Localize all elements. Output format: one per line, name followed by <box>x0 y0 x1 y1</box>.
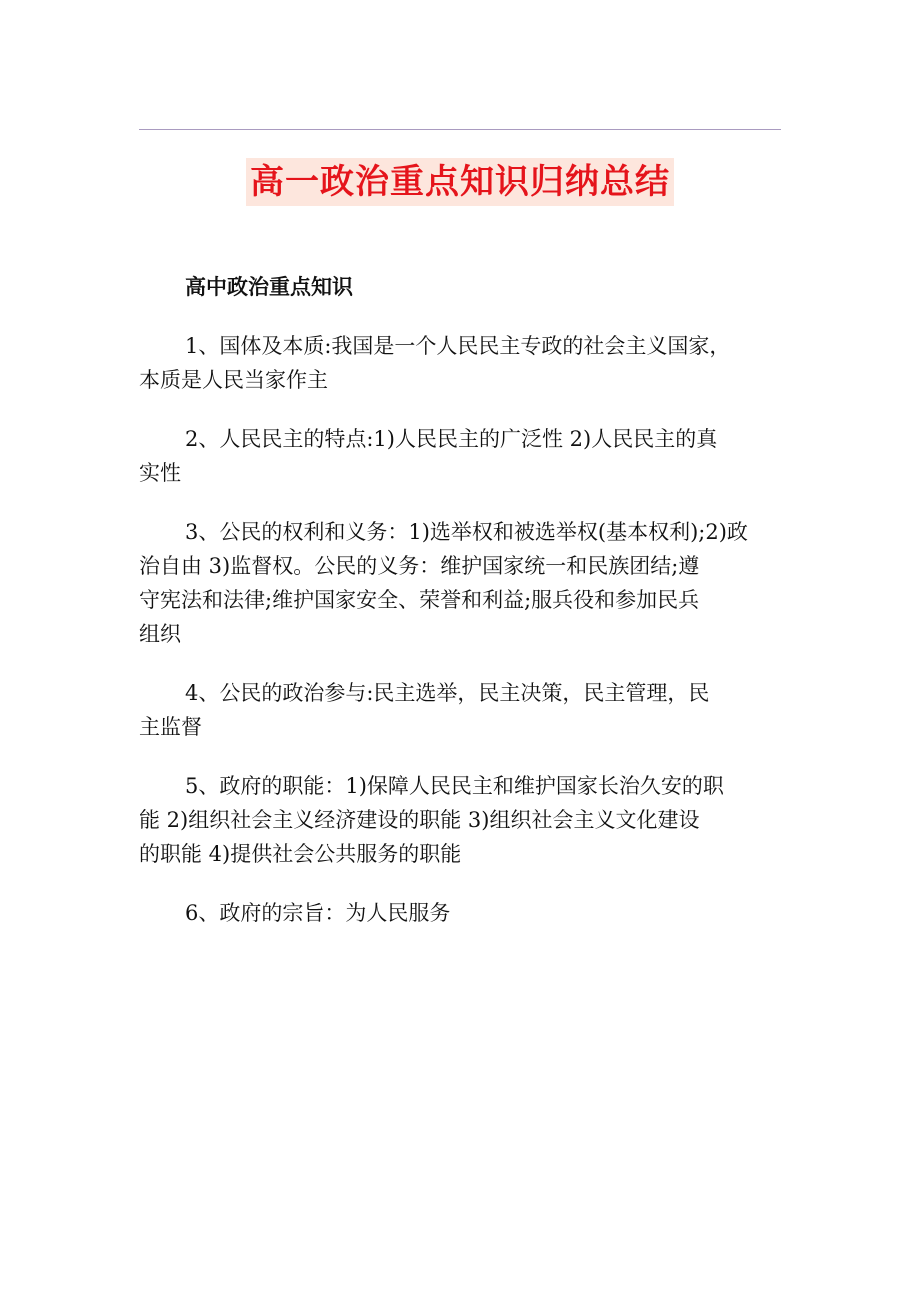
paragraph-line: 守宪法和法律;维护国家安全、荣誉和利益;服兵役和参加民兵 <box>139 588 700 612</box>
paragraph-line: 能 2)组织社会主义经济建设的职能 3)组织社会主义文化建设 <box>139 808 700 832</box>
paragraph-line: 实性 <box>139 461 181 485</box>
paragraph-line: 1、国体及本质:我国是一个人民民主专政的社会主义国家， <box>185 334 731 358</box>
paragraph-3 <box>139 515 819 651</box>
paragraph-line: 本质是人民当家作主 <box>139 368 328 392</box>
paragraph-2 <box>139 422 819 490</box>
paragraph-line: 3、公民的权利和义务：1)选举权和被选举权(基本权利);2)政 <box>185 520 748 544</box>
title-container <box>0 158 920 206</box>
paragraph-line: 4、公民的政治参与:民主选举，民主决策，民主管理，民 <box>185 681 710 705</box>
paragraph-line: 6、政府的宗旨：为人民服务 <box>185 901 451 925</box>
paragraph-4 <box>139 676 819 744</box>
paragraph-line: 5、政府的职能：1)保障人民民主和维护国家长治久安的职 <box>185 774 724 798</box>
paragraph-line: 治自由 3)监督权。公民的义务：维护国家统一和民族团结;遵 <box>139 554 700 578</box>
paragraph-line: 2、人民民主的特点:1)人民民主的广泛性 2)人民民主的真 <box>185 427 718 451</box>
paragraph-1 <box>139 329 819 397</box>
document-body <box>139 270 819 955</box>
document-title: 高一政治重点知识归纳总结 <box>246 158 674 206</box>
paragraph-line: 组织 <box>139 622 181 646</box>
paragraph-6 <box>139 896 819 930</box>
paragraph-5 <box>139 769 819 871</box>
paragraph-line: 主监督 <box>139 715 202 739</box>
section-heading: 高中政治重点知识 <box>185 274 353 299</box>
header-rule <box>139 129 781 130</box>
paragraph-line: 的职能 4)提供社会公共服务的职能 <box>139 842 462 866</box>
